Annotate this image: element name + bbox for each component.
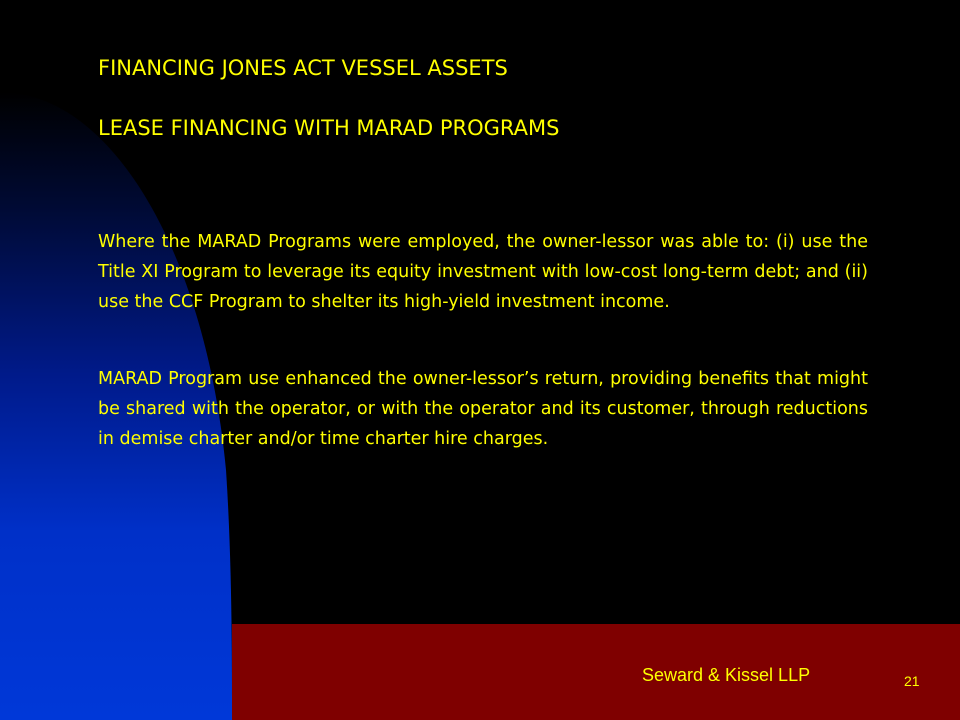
firm-name: Seward & Kissel LLP xyxy=(642,665,811,685)
paragraph-marad-programs: Where the MARAD Programs were employed, the owner-lessor was able to: (i) use the Title XI Program to leverage its equity investment with low-cost long-term debt; and (ii) use the CCF Program to shelter its high-yield investment income. xyxy=(98,232,868,312)
footer-bar xyxy=(232,624,960,720)
slide-subtitle: LEASE FINANCING WITH MARAD PROGRAMS xyxy=(98,116,560,140)
slide-title: FINANCING JONES ACT VESSEL ASSETS xyxy=(98,56,508,80)
paragraph-program-benefits: MARAD Program use enhanced the owner-lessor’s return, providing benefits that might be shared with the operator, or with the operator and its customer, through reductions in demise charter and/or time charter hire charges. xyxy=(98,369,868,449)
page-number: 21 xyxy=(904,673,920,689)
slide-content xyxy=(98,54,868,454)
